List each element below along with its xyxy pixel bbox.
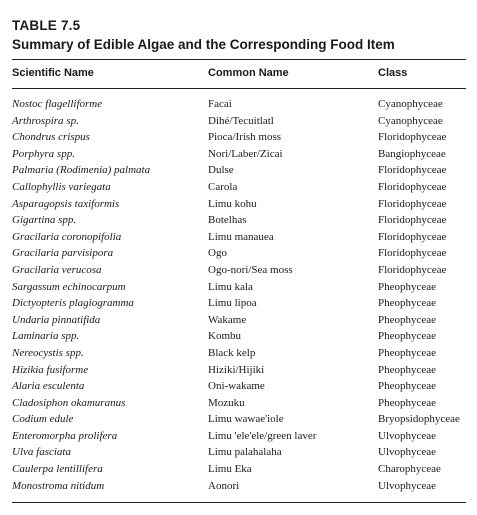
table-row [0,129,477,146]
table-row [0,411,477,428]
cell-common-name: Hiziki/Hijiki [208,363,265,376]
cell-scientific-name: Sargassum echinocarpum [12,280,126,293]
cell-class: Pheophyceae [378,313,437,326]
cell-common-name: Nori/Laber/Zicai [208,147,283,160]
cell-common-name: Wakame [208,313,247,326]
table-row [0,295,477,312]
cell-scientific-name: Dictyopteris plagiogramma [12,297,134,310]
cell-scientific-name: Enteromorpha prolifera [12,429,118,442]
cell-common-name: Limu palahalaha [208,446,282,459]
cell-common-name: Limu kala [208,280,253,293]
cell-class: Floridophyceae [378,180,447,193]
cell-common-name: Facai [208,98,232,110]
table-row [0,113,477,130]
cell-common-name: Pioca/Irish moss [208,131,282,144]
cell-class: Floridophyceae [378,230,447,243]
table-row [0,196,477,213]
cell-scientific-name: Gracilaria parvisipora [12,247,114,260]
table-row [0,96,477,113]
table-row [0,395,477,412]
cell-common-name: Ogo [208,247,227,260]
header-scientific-name: Scientific Name [12,67,94,79]
cell-scientific-name: Caulerpa lentillifera [12,463,103,476]
cell-scientific-name: Ulva fasciata [12,446,71,459]
table-row [0,478,477,495]
cell-common-name: Limu kohu [208,197,257,210]
cell-class: Bryopsidophyceae [378,413,460,426]
table-row [0,444,477,461]
cell-scientific-name: Hizikia fusiforme [12,363,89,376]
cell-class: Pheophyceae [378,396,437,409]
table-row [0,428,477,445]
cell-scientific-name: Codium edule [12,413,74,426]
header-rule [12,88,466,89]
cell-class: Pheophyceae [378,330,437,343]
table-row [0,146,477,163]
table-row [0,162,477,179]
cell-class: Floridophyceae [378,164,447,177]
table-row [0,345,477,362]
cell-class: Charophyceae [378,463,441,476]
cell-class: Ulvophyceae [378,429,437,442]
cell-scientific-name: Gracilaria verucosa [12,263,102,276]
cell-class: Cyanophyceae [378,114,443,127]
table-row [0,378,477,395]
cell-scientific-name: Chondrus crispus [12,131,90,144]
cell-common-name: Limu 'ele'ele/green laver [208,429,317,442]
cell-class: Ulvophyceae [378,446,437,459]
cell-class: Floridophyceae [378,131,447,144]
table-row [0,328,477,345]
cell-common-name: Oni-wakame [208,380,265,393]
cell-scientific-name: Laminaria spp. [12,330,80,343]
cell-scientific-name: Cladosiphon okamuranus [12,396,126,409]
cell-scientific-name: Gracilaria coronopifolia [12,230,122,243]
cell-class: Floridophyceae [378,247,447,260]
bottom-rule [12,502,466,503]
table-row [0,279,477,296]
cell-class: Floridophyceae [378,214,447,227]
cell-common-name: Aonori [208,479,240,492]
cell-scientific-name: Porphyra spp. [12,147,75,160]
cell-common-name: Limu Eka [208,463,252,476]
cell-class: Pheophyceae [378,280,437,293]
cell-common-name: Kombu [208,330,241,343]
cell-scientific-name: Nereocystis spp. [12,346,84,359]
cell-scientific-name: Gigartina spp. [12,214,77,227]
cell-class: Pheophyceae [378,297,437,310]
table-body [0,96,477,494]
cell-common-name: Mozuku [208,396,245,409]
cell-class: Cyanophyceae [378,98,443,110]
cell-common-name: Dihé/Tecuitlatl [208,114,274,127]
cell-common-name: Botelhas [208,214,247,227]
cell-scientific-name: Nostoc flagelliforme [12,98,103,110]
cell-class: Pheophyceae [378,363,437,376]
table-row [0,362,477,379]
table-row [0,229,477,246]
header-common-name: Common Name [208,67,289,79]
table-caption: Summary of Edible Algae and the Corresponding Food Item [12,37,395,52]
table-row [0,312,477,329]
cell-class: Floridophyceae [378,197,447,210]
table-number: TABLE 7.5 [12,18,81,33]
cell-common-name: Limu manauea [208,230,274,243]
table-row [0,461,477,478]
cell-class: Floridophyceae [378,263,447,276]
table-row [0,179,477,196]
cell-class: Pheophyceae [378,380,437,393]
cell-scientific-name: Asparagopsis taxiformis [12,197,120,210]
cell-common-name: Carola [208,180,238,193]
cell-scientific-name: Alaria esculenta [12,380,85,393]
cell-scientific-name: Arthrospira sp. [12,114,79,127]
table-row [0,212,477,229]
cell-scientific-name: Callophyllis variegata [12,180,111,193]
header-class: Class [378,67,408,79]
cell-common-name: Limu wawae'iole [208,413,284,426]
cell-scientific-name: Palmaria (Rodimenia) palmata [12,164,151,177]
cell-common-name: Black kelp [208,346,256,359]
cell-common-name: Limu lipoa [208,297,257,310]
cell-common-name: Ogo-nori/Sea moss [208,263,293,276]
cell-common-name: Dulse [208,164,234,177]
cell-scientific-name: Monostroma nitidum [12,479,105,492]
cell-class: Ulvophyceae [378,479,437,492]
cell-class: Pheophyceae [378,346,437,359]
cell-scientific-name: Undaria pinnatifida [12,313,101,326]
table-row [0,262,477,279]
top-rule [12,59,466,60]
cell-class: Bangiophyceae [378,147,446,160]
table-row [0,245,477,262]
